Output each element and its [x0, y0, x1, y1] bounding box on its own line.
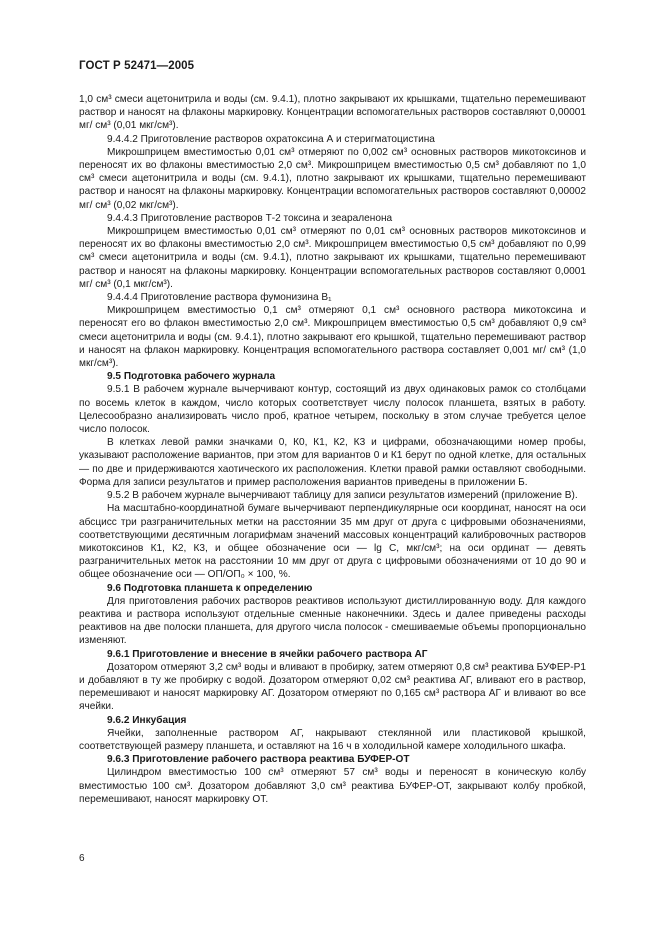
section-heading: 9.5 Подготовка рабочего журнала [107, 371, 276, 383]
section-heading: 9.4.4.2 Приготовление растворов охратоксина А и стеригматоцистина [107, 133, 435, 145]
paragraph: Микрошприцем вместимостью 0,01 см³ отмеряют по 0,002 см³ основных растворов микотоксинов и переносят их во флаконы вместимостью 2,0 см³. Микрошприцем вместимостью 0,5 см³ добавляют по 1,0 см³ смеси ацетонитрила и воды (см. 9.4.1), плотно закрывают их крышками, тщательно перемешивают раствор и наносят на флаконы маркировку. Концентрации вспомогательных растворов составляют 0,00002 мг/ см³ (0,02 мкг/см³). [79, 146, 586, 211]
section-heading: 9.6.2 Инкубация [107, 714, 187, 726]
paragraph: Цилиндром вместимостью 100 см³ отмеряют 57 см³ воды и переносят в коническую колбу вместимостью 100 см³. Дозатором добавляют 3,0 см³ реактива БУФЕР-ОТ, закрывают колбу пробкой, перемешивают, наносят маркировку ОТ. [79, 767, 586, 805]
paragraph: Микрошприцем вместимостью 0,01 см³ отмеряют по 0,01 см³ основных растворов микотоксинов и переносят их во флаконы вместимостью 2,0 см³. Микрошприцем вместимостью 0,5 см³ добавляют по 0,99 см³ смеси ацетонитрила и воды (см. 9.4.1), плотно закрывают их крышками, тщательно перемешивают раствор и наносят на флаконы маркировку. Концентрации вспомогательных растворов составляют 0,0001 мг/ см³ (0,1 мкг/см³). [79, 226, 586, 290]
section-heading: 9.4.4.3 Приготовление растворов Т-2 токсина и зеараленона [107, 212, 393, 224]
paragraph: 1,0 см³ смеси ацетонитрила и воды (см. 9.4.1), плотно закрывают их крышками, тщательно перемешивают раствор и наносят на флаконы маркировку. Концентрации вспомогательных растворов составляют 0,00001 мг/ см³ (0,01 мкг/см³). [79, 94, 586, 132]
paragraph: Дозатором отмеряют 3,2 см³ воды и вливают в пробирку, затем отмеряют 0,8 см³ реактива БУФЕР-Р1 и добавляют в ту же пробирку с водой. Дозатором отмеряют 0,02 см³ реактива АГ, вливают его в раствор, перемешивают и наносят маркировку АГ. Дозатором отмеряют по 0,165 см³ раствора АГ и вливают во все ячейки. [79, 661, 586, 713]
paragraph: 9.5.1 В рабочем журнале вычерчивают контур, состоящий из двух одинаковых рамок со столбцами по восемь клеток в каждом, число которых соответствует числу полосок планшета, взятых в работу. Целесообразно анализировать число проб, кратное четырем, поскольку в этом случае требуется целое число полосок. [79, 384, 586, 436]
paragraph: В клетках левой рамки значками 0, К0, К1, К2, К3 и цифрами, обозначающими номер пробы, указывают расположение вариантов, при этом для вариантов 0 и К1 берут по одной клетке, для остальных — по две и придерживаются хаотического их расположения. Клетки правой рамки оставляют свободными. Форма для записи результатов и пример расположения вариантов приведены в приложении Б. [79, 437, 586, 488]
paragraph: На масштабно-координатной бумаге вычерчивают перпендикулярные оси координат, наносят на оси абсцисс три разграничительных метки на расстоянии 35 мм друг от друга с цифровыми обозначениями, соответствующими десятичным логарифмам значений массовых концентраций калибровочных растворов микотоксинов К1, К2, К3, и общее обозначение оси — lg С, мкг/см³; на оси ординат — девять разграничительных меток на расстоянии 10 мм друг от друга с цифровыми обозначениями от 10 до 90 и общее обозначение оси — ОП/ОП₀ × 100, %. [79, 503, 586, 581]
section-heading: 9.4.4.4 Приготовление раствора фумонизина В₁ [107, 292, 332, 304]
section-heading: 9.6.1 Приготовление и внесение в ячейки рабочего раствора АГ [107, 648, 428, 660]
section-heading: 9.6.3 Приготовление рабочего раствора реактива БУФЕР-ОТ [107, 754, 410, 766]
paragraph: Микрошприцем вместимостью 0,1 см³ отмеряют 0,1 см³ основного раствора микотоксина и переносят его во флакон вместимостью 2,0 см³. Микрошприцем вместимостью 0,5 см³ добавляют 0,9 см³ смеси ацетонитрила и воды (см. 9.4.1), плотно закрывают его крышкой, тщательно перемешивают раствор и наносят на флакон маркировку. Концентрация вспомогательного раствора составляет 0,001 мг/ см³ (1,0 мкг/см³). [79, 305, 586, 370]
page-header: ГОСТ Р 52471—2005 [79, 60, 195, 72]
paragraph: 9.5.2 В рабочем журнале вычерчивают таблицу для записи результатов измерений (приложение В). [107, 490, 578, 502]
section-heading: 9.6 Подготовка планшета к определению [107, 582, 313, 594]
paragraph: Ячейки, заполненные раствором АГ, накрывают стеклянной или пластиковой крышкой, соответствующей размеру планшета, и оставляют на 16 ч в холодильной камере холодильного шкафа. [79, 727, 586, 752]
document-body [79, 93, 586, 806]
paragraph: Для приготовления рабочих растворов реактивов используют дистиллированную воду. Для каждого реактива и раствора используют отдельные сменные наконечники. Здесь и далее приведены расходы реактивов на две полоски планшета, для другого числа полосок - смешиваемые объемы пропорционально изменяют. [79, 595, 586, 647]
page-number: 6 [79, 853, 85, 864]
